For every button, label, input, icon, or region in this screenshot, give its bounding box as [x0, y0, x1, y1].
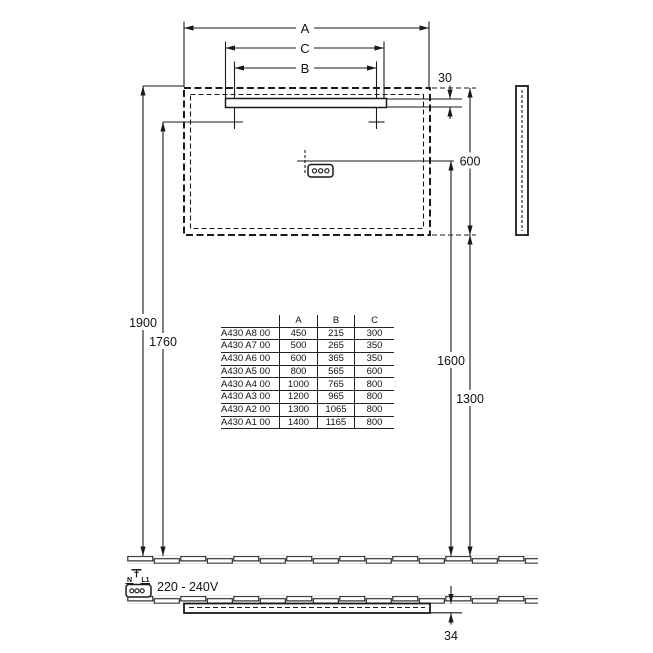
cell-a: 450 [280, 327, 318, 340]
cell-a: 600 [280, 353, 318, 366]
cell-b: 965 [318, 391, 355, 404]
cell-model: A430 A1 00 [221, 416, 280, 429]
cell-b: 215 [318, 327, 355, 340]
terminal-n-label: N [126, 577, 133, 584]
dimension-30 [432, 71, 476, 119]
table-row [221, 378, 394, 391]
dim-30-label: 30 [438, 71, 452, 85]
table-row [221, 416, 394, 429]
cell-a: 500 [280, 340, 318, 353]
wall-section-lower [127, 596, 538, 604]
dim-b-label: B [300, 61, 310, 76]
cell-model: A430 A6 00 [221, 353, 280, 366]
cell-model: A430 A2 00 [221, 403, 280, 416]
cell-b: 1165 [318, 416, 355, 429]
col-header-model [221, 315, 280, 327]
table-row [221, 365, 394, 378]
terminal-l1-label: L1 [141, 577, 150, 584]
light-bar [226, 99, 463, 108]
light-bar-body [226, 99, 387, 108]
dim-1300-label: 1300 [456, 392, 484, 406]
dimension-1760 [146, 122, 180, 556]
cell-model: A430 A3 00 [221, 391, 280, 404]
cell-c: 350 [355, 340, 395, 353]
cell-model: A430 A8 00 [221, 327, 280, 340]
dimension-1600 [434, 161, 468, 556]
dim-600-label: 600 [459, 154, 481, 169]
table-row [221, 403, 394, 416]
cell-c: 300 [355, 327, 395, 340]
cell-a: 1400 [280, 416, 318, 429]
col-header-a: A [280, 315, 318, 327]
mirror-side-view [516, 86, 528, 235]
dim-34-label: 34 [444, 629, 458, 643]
col-header-b: B [318, 315, 355, 327]
dimension-34 [444, 586, 458, 643]
earth-ground-icon [132, 570, 142, 578]
mirror-top-view [184, 604, 462, 614]
cell-a: 1300 [280, 403, 318, 416]
dim-1900-label: 1900 [129, 316, 157, 330]
cell-b: 765 [318, 378, 355, 391]
cell-c: 350 [355, 353, 395, 366]
cell-a: 800 [280, 365, 318, 378]
cell-model: A430 A4 00 [221, 378, 280, 391]
dim-c-label: C [300, 41, 310, 56]
cell-c: 800 [355, 378, 395, 391]
table-row [221, 353, 394, 366]
table-header-row [221, 315, 394, 327]
col-header-c: C [355, 315, 395, 327]
cell-b: 265 [318, 340, 355, 353]
model-dimension-table [221, 315, 394, 429]
voltage-label: 220 - 240V [157, 580, 219, 594]
cell-b: 365 [318, 353, 355, 366]
cell-c: 600 [355, 365, 395, 378]
table-row [221, 340, 394, 353]
cell-c: 800 [355, 403, 395, 416]
dim-1600-label: 1600 [437, 354, 465, 368]
dimension-1300 [453, 235, 487, 556]
cell-model: A430 A7 00 [221, 340, 280, 353]
cell-c: 800 [355, 391, 395, 404]
dim-1760-label: 1760 [149, 335, 177, 349]
top-view-body [184, 604, 430, 614]
table-row [221, 391, 394, 404]
cell-a: 1200 [280, 391, 318, 404]
cell-b: 565 [318, 365, 355, 378]
dim-a-label: A [300, 21, 310, 36]
cell-a: 1000 [280, 378, 318, 391]
cell-c: 800 [355, 416, 395, 429]
dimension-1900 [126, 86, 184, 556]
power-terminal [126, 570, 152, 597]
cell-model: A430 A5 00 [221, 365, 280, 378]
table-row [221, 327, 394, 340]
connection-point [297, 150, 457, 177]
cell-b: 1065 [318, 403, 355, 416]
wall-section-upper [127, 556, 538, 564]
